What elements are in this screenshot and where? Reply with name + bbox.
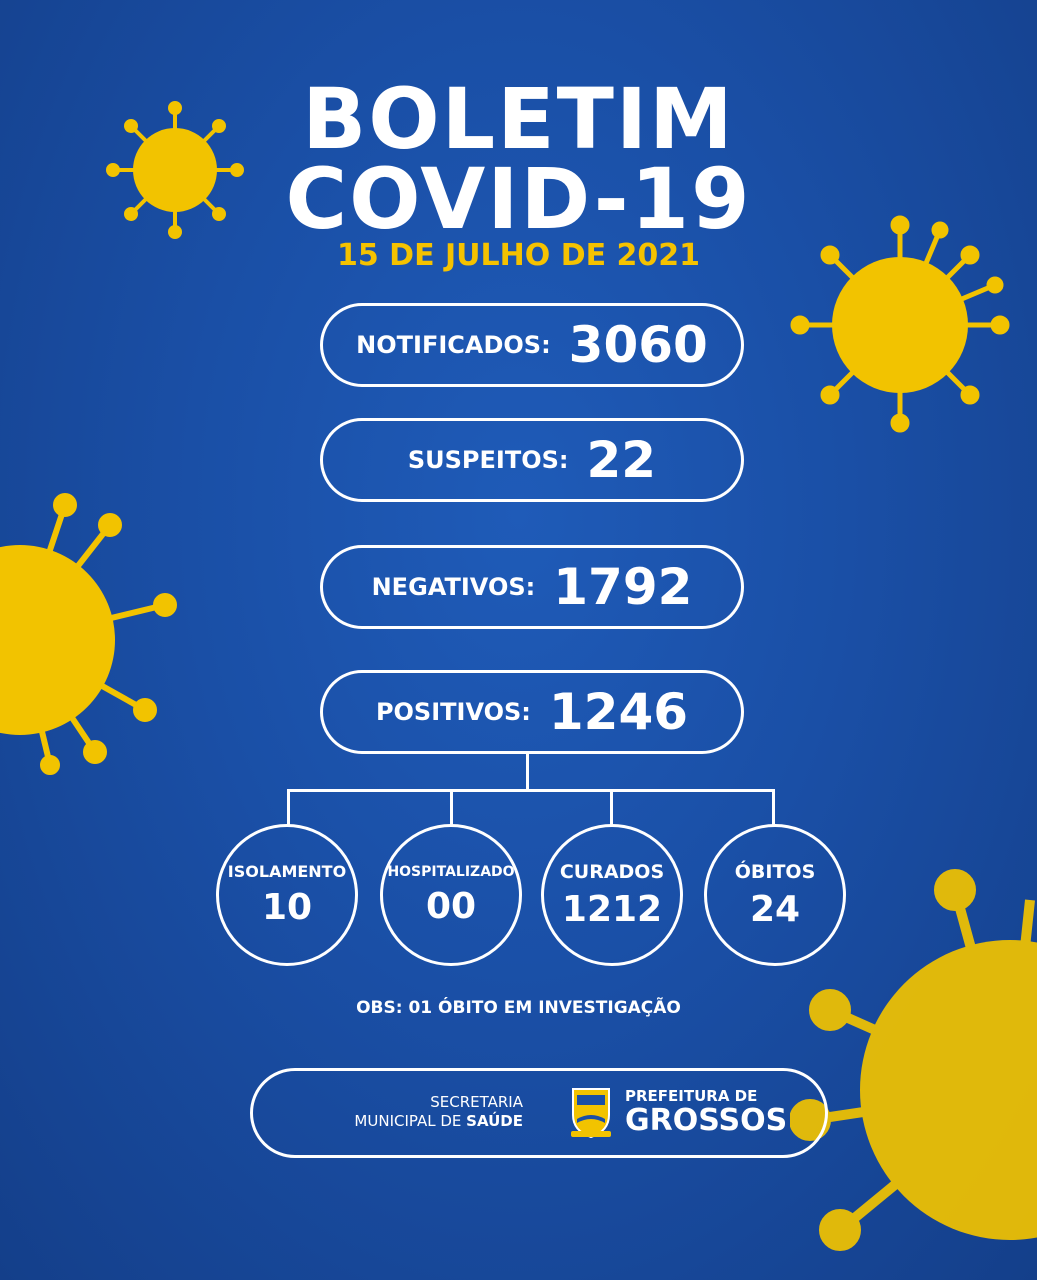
secretaria-block <box>313 1093 523 1131</box>
connector-drop <box>610 789 613 825</box>
observation-note: OBS: 01 ÓBITO EM INVESTIGAÇÃO <box>356 998 681 1018</box>
virus-icon <box>0 490 180 780</box>
report-date: 15 DE JULHO DE 2021 <box>336 238 701 273</box>
positivos-label: POSITIVOS: <box>375 698 531 726</box>
hospitalizado-value: 00 <box>425 885 477 927</box>
curados-circle <box>541 824 683 966</box>
connector-stem <box>526 754 529 790</box>
suspeitos-value: 22 <box>586 431 657 489</box>
connector-drop <box>450 789 453 825</box>
isolamento-label: ISOLAMENTO <box>227 862 347 881</box>
connector-drop <box>772 789 775 825</box>
footer-box <box>250 1068 828 1158</box>
curados-label: CURADOS <box>559 860 665 883</box>
obitos-value: 24 <box>749 888 801 930</box>
page-title: BOLETIM <box>302 70 735 168</box>
page-subtitle: COVID-19 <box>285 150 752 248</box>
secretaria-line2: MUNICIPAL DE SAÚDE <box>354 1112 523 1130</box>
curados-value: 1212 <box>561 888 663 930</box>
secretaria-line1: SECRETARIA <box>430 1093 523 1111</box>
suspeitos-label: SUSPEITOS: <box>407 446 569 474</box>
municipal-crest-icon <box>567 1085 615 1141</box>
negativos-label: NEGATIVOS: <box>371 573 536 601</box>
negativos-box <box>320 545 744 629</box>
obitos-label: ÓBITOS <box>734 860 816 883</box>
connector-drop <box>287 789 290 825</box>
prefeitura-block <box>625 1087 787 1137</box>
prefeitura-line1: PREFEITURA DE <box>625 1087 758 1105</box>
hospitalizado-label: HOSPITALIZADO <box>387 863 515 880</box>
hospitalizado-circle <box>380 824 522 966</box>
prefeitura-line2: GROSSOS <box>625 1103 788 1138</box>
connector-bar <box>287 789 774 792</box>
suspeitos-box <box>320 418 744 502</box>
positivos-box <box>320 670 744 754</box>
negativos-value: 1792 <box>553 558 693 616</box>
notificados-label: NOTIFICADOS: <box>356 331 551 359</box>
positivos-value: 1246 <box>548 683 689 741</box>
isolamento-circle <box>216 824 358 966</box>
notificados-box <box>320 303 744 387</box>
notificados-value: 3060 <box>568 316 708 374</box>
obitos-circle <box>704 824 846 966</box>
isolamento-value: 10 <box>261 887 313 928</box>
